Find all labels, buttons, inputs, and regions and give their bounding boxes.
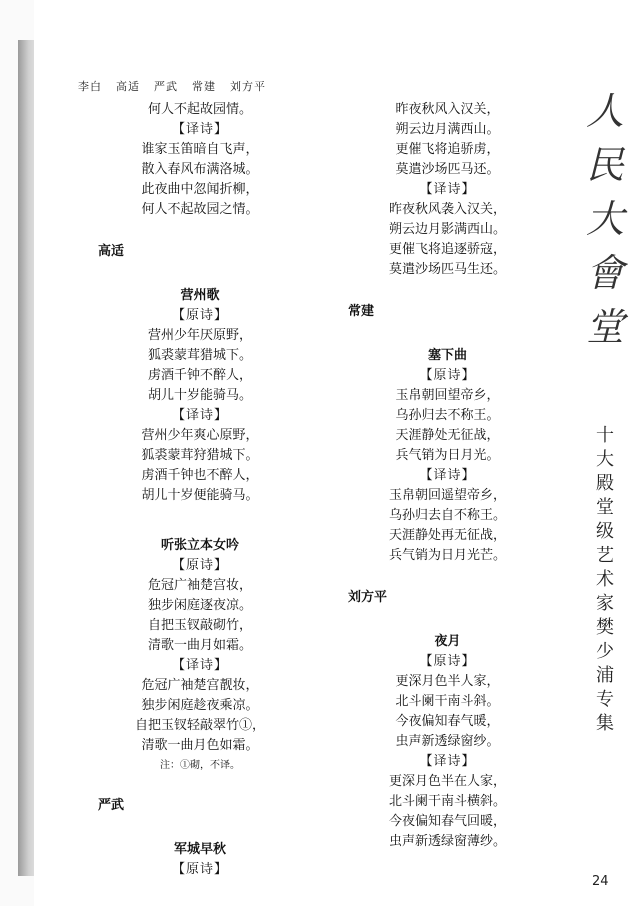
subtitle-char: 樊: [596, 617, 614, 638]
poem-line: 营州少年厌原野，: [147, 328, 252, 343]
poem-line: 兵气销为日月光芒。: [388, 548, 506, 563]
subtitle-char: 十: [596, 425, 614, 446]
left-column: [100, 100, 300, 880]
poem-line: 今夜偏知春气暖，: [395, 714, 500, 729]
poem-line: 乌孙归去不称王。: [395, 408, 500, 423]
poem-line: 谁家玉笛暗自飞声，: [141, 142, 259, 157]
poem-line: 莫遣沙场匹马生还。: [388, 262, 506, 277]
right-column: [350, 100, 545, 852]
poet-heading: 严武: [98, 798, 125, 813]
poem-line: 莫遣沙场匹马还。: [395, 162, 500, 177]
poem-line: 玉帛朝回望帝乡，: [395, 388, 500, 403]
poem-line: 自把玉钗敲砌竹，: [147, 618, 252, 633]
subtitle-char: 级: [596, 521, 614, 542]
poem-line: 危冠广袖楚宫妆，: [147, 578, 252, 593]
poem-line: 虫声新透绿窗薄纱。: [388, 834, 506, 849]
poem-line: 胡儿十岁便能骑马。: [141, 488, 259, 503]
translation-tag: 【译诗】: [171, 408, 228, 423]
poem-line: 狐裘蒙茸狩猎城下。: [141, 448, 259, 463]
poem-line: 北斗阑干南斗横斜。: [388, 794, 506, 809]
poem-line: 何人不起故园情。: [147, 102, 252, 117]
poem-line: 更催飞将追骄虏，: [395, 142, 500, 157]
subtitle-char: 大: [596, 449, 614, 470]
poem-line: 朔云边月影满西山。: [388, 222, 506, 237]
running-head-item: 常建: [192, 80, 216, 93]
poem-title: 夜月: [434, 634, 461, 649]
poem-line: 虫声新透绿窗纱。: [395, 734, 500, 749]
poem-line: 朔云边月满西山。: [395, 122, 500, 137]
poem-line: 昨夜秋风袭入汉关，: [388, 202, 506, 217]
poem-title: 军城早秋: [173, 842, 226, 857]
poem-line: 散入春风布满洛城。: [141, 162, 259, 177]
translation-tag: 【译诗】: [419, 182, 476, 197]
original-tag: 【原诗】: [419, 368, 476, 383]
poem-line: 北斗阑干南斗斜。: [395, 694, 500, 709]
poem-line: 狐裘蒙茸猎城下。: [147, 348, 252, 363]
poem-line: 虏酒千钟不醉人，: [147, 368, 252, 383]
poem-line: 虏酒千钟也不醉人，: [141, 468, 259, 483]
subtitle-char: 集: [596, 713, 614, 734]
subtitle-char: 艺: [596, 545, 614, 566]
running-head: [78, 78, 266, 94]
translation-tag: 【译诗】: [419, 754, 476, 769]
subtitle-char: 专: [596, 689, 614, 710]
original-tag: 【原诗】: [419, 654, 476, 669]
poem-line: 天涯静处无征战，: [395, 428, 500, 443]
original-tag: 【原诗】: [171, 558, 228, 573]
translation-tag: 【译诗】: [171, 122, 228, 137]
poem-line: 昨夜秋风入汉关，: [395, 102, 500, 117]
poet-heading: 刘方平: [348, 590, 388, 605]
poem-title: 营州歌: [180, 288, 220, 303]
poem-line: 独步闲庭趁夜乘凉。: [141, 698, 259, 713]
subtitle-char: 家: [596, 593, 614, 614]
title-char: 會: [585, 251, 624, 295]
title-char: 大: [585, 197, 624, 241]
poem-line: 清歌一曲月如霜。: [147, 638, 252, 653]
poem-title: 听张立本女吟: [160, 538, 239, 553]
subtitle-char: 术: [596, 569, 614, 590]
poem-line: 乌孙归去自不称王。: [388, 508, 506, 523]
running-head-item: 刘方平: [230, 80, 266, 93]
poem-line: 玉帛朝回遥望帝乡，: [388, 488, 506, 503]
poem-line: 兵气销为日月光。: [395, 448, 500, 463]
poem-line: 今夜偏知春气回暖，: [388, 814, 506, 829]
poem-line: 危冠广袖楚宫靓妆，: [141, 678, 259, 693]
original-tag: 【原诗】: [171, 308, 228, 323]
title-char: 人: [585, 89, 624, 133]
page-number: 24: [592, 874, 609, 889]
translation-tag: 【译诗】: [171, 658, 228, 673]
subtitle-char: 浦: [596, 665, 614, 686]
poem-line: 胡儿十岁能骑马。: [147, 388, 252, 403]
subtitle-char: 堂: [596, 497, 614, 518]
poem-line: 自把玉钗轻敲翠竹①，: [134, 718, 265, 733]
title-char: 堂: [585, 305, 624, 349]
vertical-subtitle: [590, 424, 620, 736]
translation-tag: 【译诗】: [419, 468, 476, 483]
poet-heading: 常建: [348, 304, 375, 319]
poem-line: 天涯静处再无征战，: [388, 528, 506, 543]
original-tag: 【原诗】: [171, 862, 228, 877]
poem-line: 此夜曲中忽闻折柳，: [141, 182, 259, 197]
poem-line: 营州少年爽心原野，: [141, 428, 259, 443]
title-char: 民: [585, 143, 624, 187]
poem-title: 塞下曲: [427, 348, 467, 363]
footnote: 注：①砌，不译。: [160, 760, 240, 771]
poem-line: 清歌一曲月色如霜。: [141, 738, 259, 753]
running-head-item: 李白: [78, 80, 102, 93]
poem-line: 更深月色半人家，: [395, 674, 500, 689]
running-head-item: 严武: [154, 80, 178, 93]
subtitle-char: 少: [596, 641, 614, 662]
poem-line: 更深月色半在人家，: [388, 774, 506, 789]
vertical-book-title: [580, 84, 630, 354]
poem-line: 独步闲庭逐夜凉。: [147, 598, 252, 613]
poem-line: 更催飞将追逐骄寇，: [388, 242, 506, 257]
poem-line: 何人不起故园之情。: [141, 202, 259, 217]
running-head-item: 高适: [116, 80, 140, 93]
poet-heading: 高适: [98, 244, 125, 259]
subtitle-char: 殿: [596, 473, 614, 494]
